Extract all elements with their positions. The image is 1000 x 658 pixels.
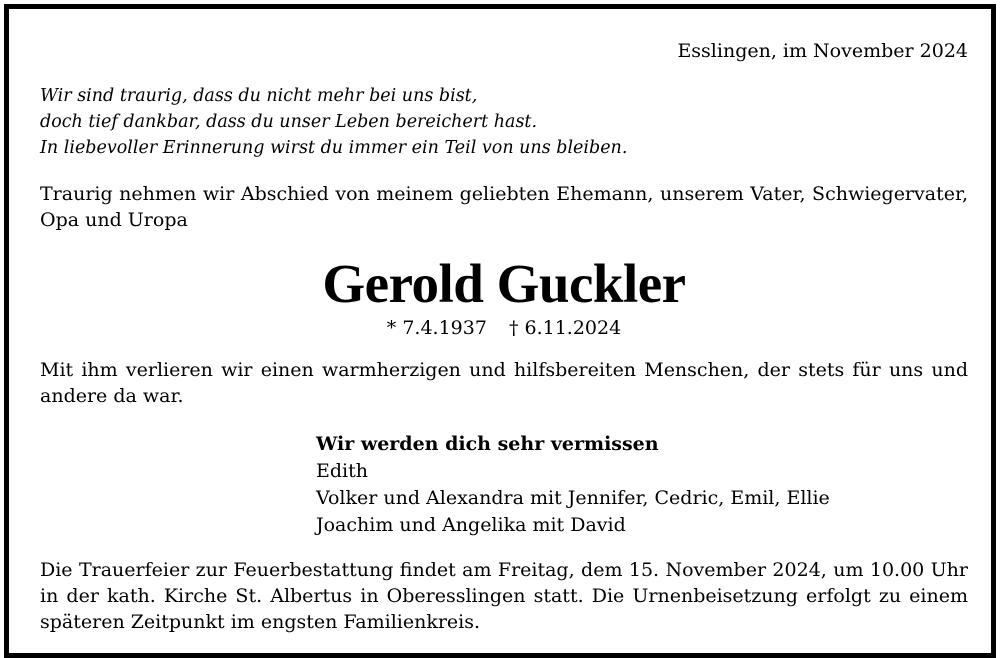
poem-line: Wir sind traurig, dass du nicht mehr bei uns bist, bbox=[40, 86, 478, 106]
memorial-poem bbox=[40, 83, 627, 161]
service-info: Die Trauerfeier zur Feuerbestattung findet am Freitag, dem 15. November 2024, um 10.00 Uhr in der kath. Kirche St. Albertus in Oberesslingen statt. Die Urnenbeisetzung erfolgt zu einem späteren Zeitpunkt im engsten Familienkreis. bbox=[40, 559, 968, 633]
family-member: Joachim und Angelika mit David bbox=[316, 514, 626, 536]
tribute-text: Mit ihm verlieren wir einen warmherzigen und hilfsbereiten Menschen, der stets für uns und andere da war. bbox=[40, 359, 968, 407]
intro-text: Traurig nehmen wir Abschied von meinem geliebten Ehemann, unserem Vater, Schwiegervater, Opa und Uropa bbox=[40, 183, 968, 231]
place-date: Esslingen, im November 2024 bbox=[677, 40, 968, 62]
family-heading: Wir werden dich sehr vermissen bbox=[316, 433, 659, 455]
death-date: † 6.11.2024 bbox=[508, 317, 622, 339]
family-member: Volker und Alexandra mit Jennifer, Cedric, Emil, Ellie bbox=[316, 487, 830, 509]
deceased-name: Gerold Guckler bbox=[322, 253, 686, 314]
birth-date: * 7.4.1937 bbox=[386, 317, 487, 339]
obituary-notice bbox=[4, 4, 996, 658]
poem-line: doch tief dankbar, dass du unser Leben bereichert hast. bbox=[40, 112, 538, 132]
life-dates bbox=[40, 315, 968, 341]
poem-line: In liebevoller Erinnerung wirst du immer ein Teil von uns bleiben. bbox=[40, 138, 628, 158]
family-signature bbox=[316, 431, 830, 539]
family-member: Edith bbox=[316, 460, 368, 482]
